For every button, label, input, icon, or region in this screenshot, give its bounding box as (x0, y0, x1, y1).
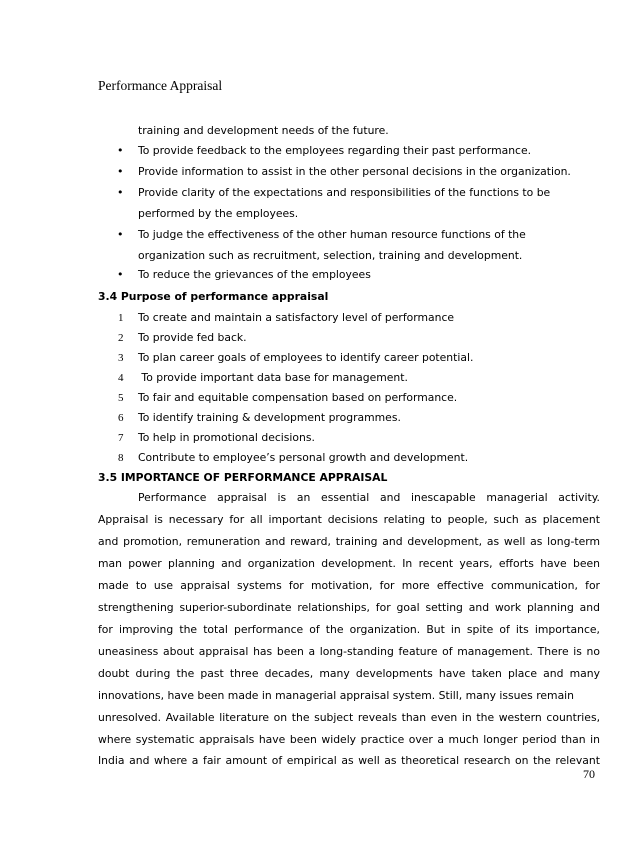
numbered-item-text: To help in promotional decisions. (138, 431, 315, 444)
bullet-marker: • (117, 228, 124, 241)
paragraph-line: doubt during the past three decades, many developments have taken place and many (98, 667, 600, 680)
list-number: 8 (118, 452, 124, 464)
numbered-item-text: To provide important data base for management. (138, 371, 408, 384)
bullet-marker: • (117, 165, 124, 178)
paragraph-line: India and where a fair amount of empirical as well as theoretical research on the relevant (98, 754, 600, 767)
list-number: 1 (118, 312, 124, 324)
page-number: 70 (583, 767, 595, 781)
bullet-marker: • (117, 268, 124, 281)
list-number: 5 (118, 392, 124, 404)
list-continuation: training and development needs of the future. (138, 124, 389, 137)
list-number: 7 (118, 432, 124, 444)
numbered-item-text: To identify training & development programmes. (138, 411, 401, 424)
bullet-item-line: organization such as recruitment, selection, training and development. (138, 249, 523, 262)
paragraph-line: for improving the total performance of the organization. But in spite of its importance, (98, 623, 600, 636)
list-number: 6 (118, 412, 124, 424)
bullet-item-line: To reduce the grievances of the employees (138, 268, 371, 281)
bullet-item-line: performed by the employees. (138, 207, 299, 220)
paragraph-line: made to use appraisal systems for motivation, for more effective communication, for (98, 579, 600, 592)
bullet-item-line: Provide information to assist in the other personal decisions in the organization. (138, 165, 571, 178)
paragraph-line: man power planning and organization development. In recent years, efforts have been (98, 557, 600, 570)
bullet-item-line: To judge the effectiveness of the other human resource functions of the (138, 228, 526, 241)
bullet-item-line: Provide clarity of the expectations and responsibilities of the functions to be (138, 186, 551, 199)
list-number: 4 (118, 372, 124, 384)
paragraph-line: innovations, have been made in managerial appraisal system. Still, many issues remain (98, 689, 575, 702)
paragraph-line: strengthening superior-subordinate relationships, for goal setting and work planning and (98, 601, 600, 614)
bullet-marker: • (117, 186, 124, 199)
paragraph-line: uneasiness about appraisal has been a long-standing feature of management. There is no (98, 645, 600, 658)
numbered-item-text: Contribute to employee’s personal growth and development. (138, 451, 469, 464)
section-heading-3-4: 3.4 Purpose of performance appraisal (98, 290, 329, 303)
numbered-item-text: To plan career goals of employees to identify career potential. (138, 351, 474, 364)
numbered-item-text: To provide fed back. (138, 331, 247, 344)
numbered-item-text: To create and maintain a satisfactory level of performance (138, 311, 455, 324)
paragraph-line: where systematic appraisals have been widely practice over a much longer period than in (98, 733, 600, 746)
running-head: Performance Appraisal (98, 78, 223, 93)
paragraph-line: unresolved. Available literature on the subject reveals than even in the western countries, (98, 711, 600, 724)
paragraph-line: and promotion, remuneration and reward, training and development, as well as long-term (98, 535, 600, 548)
paragraph-line: Performance appraisal is an essential and inescapable managerial activity. (138, 491, 600, 504)
section-heading-3-5: 3.5 IMPORTANCE OF PERFORMANCE APPRAISAL (98, 471, 388, 484)
list-number: 2 (118, 332, 124, 344)
bullet-item-line: To provide feedback to the employees regarding their past performance. (138, 144, 532, 157)
paragraph-line: Appraisal is necessary for all important decisions relating to people, such as placement (98, 513, 600, 526)
bullet-marker: • (117, 144, 124, 157)
numbered-item-text: To fair and equitable compensation based on performance. (138, 391, 458, 404)
list-number: 3 (118, 352, 124, 364)
